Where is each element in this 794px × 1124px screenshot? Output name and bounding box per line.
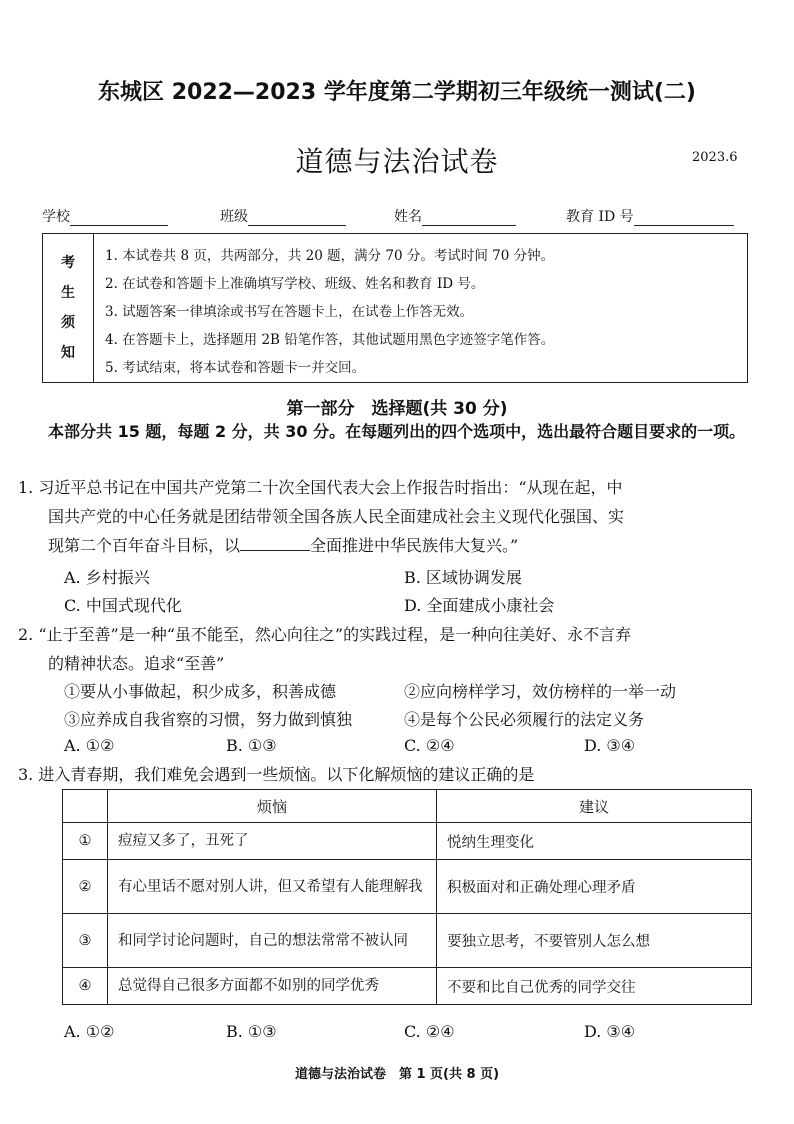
question-1-text: 现第二个百年奋斗目标，以 xyxy=(48,536,241,555)
row-number: ① xyxy=(63,823,108,860)
option-a: A. 乡村振兴 xyxy=(64,568,150,587)
notice-item: 4. 在答题卡上，选择题用 2B 铅笔作答，其他试题用黑色字迹签字笔作答。 xyxy=(105,332,555,348)
notice-item: 3. 试题答案一律填涂或书写在答题卡上，在试卷上作答无效。 xyxy=(105,304,474,320)
exam-header-title: 东城区 2022—2023 学年度第二学期初三年级统一测试(二) xyxy=(98,80,696,105)
option-b: B. ①③ xyxy=(226,1022,277,1041)
option-d: D. ③④ xyxy=(584,736,636,755)
advice-cell: 悦纳生理变化 xyxy=(437,823,752,860)
exam-date: 2023.6 xyxy=(692,150,738,165)
row-number: ② xyxy=(63,860,108,914)
question-1-line xyxy=(48,533,518,556)
option-c: C. ②④ xyxy=(404,1022,455,1041)
name-label: 姓名 xyxy=(394,209,422,225)
notice-items xyxy=(105,242,554,382)
option-c: C. ②④ xyxy=(404,736,455,755)
notice-label-char: 考 xyxy=(61,255,75,271)
table-row xyxy=(63,968,752,1005)
question-3-stem: 3. 进入青春期，我们难免会遇到一些烦恼。以下化解烦恼的建议正确的是 xyxy=(18,765,535,784)
option-b: B. ①③ xyxy=(226,736,277,755)
subject-title: 道德与法治试卷 xyxy=(295,145,499,178)
statement-2: ②应向榜样学习，效仿榜样的一举一动 xyxy=(404,682,677,701)
section-description: 本部分共 15 题，每题 2 分，共 30 分。在每题列出的四个选项中，选出最符合题目要求的一项。 xyxy=(48,422,746,441)
row-number: ④ xyxy=(63,968,108,1005)
notice-label-char: 生 xyxy=(61,285,75,301)
question-3-table xyxy=(62,789,752,1005)
class-label: 班级 xyxy=(220,209,248,225)
question-1-line: 国共产党的中心任务就是团结带领全国各族人民全面建成社会主义现代化强国、实 xyxy=(48,507,625,526)
name-field xyxy=(394,206,516,226)
option-d: D. 全面建成小康社会 xyxy=(404,596,555,615)
section-heading: 第一部分 选择题(共 30 分) xyxy=(286,399,508,419)
option-b: B. 区域协调发展 xyxy=(404,568,522,587)
page-footer: 道德与法治试卷 第 1 页(共 8 页) xyxy=(294,1067,500,1082)
school-field xyxy=(42,206,168,226)
statement-3: ③应养成自我省察的习惯，努力做到慎独 xyxy=(64,710,353,729)
option-a: A. ①② xyxy=(64,1022,115,1041)
answer-blank xyxy=(240,536,310,551)
table-header: 烦恼 xyxy=(108,790,437,823)
table-row xyxy=(63,823,752,860)
id-field xyxy=(566,206,734,226)
student-info-row xyxy=(42,206,752,230)
table-header: 建议 xyxy=(437,790,752,823)
class-field xyxy=(220,206,346,226)
question-1-text: 全面推进中华民族伟大复兴。” xyxy=(310,536,519,555)
notice-label-char: 知 xyxy=(61,345,75,361)
id-label: 教育 ID 号 xyxy=(566,209,634,225)
exam-notice-box xyxy=(42,233,748,383)
notice-label-char: 须 xyxy=(61,315,75,331)
advice-cell: 不要和比自己优秀的同学交往 xyxy=(437,968,752,1005)
option-c: C. 中国式现代化 xyxy=(64,596,182,615)
trouble-cell: 总觉得自己很多方面都不如别的同学优秀 xyxy=(108,968,437,1005)
advice-cell: 积极面对和正确处理心理矛盾 xyxy=(437,860,752,914)
row-number: ③ xyxy=(63,914,108,968)
notice-item: 2. 在试卷和答题卡上准确填写学校、班级、姓名和教育 ID 号。 xyxy=(105,276,485,292)
trouble-cell: 有心里话不愿对别人讲，但又希望有人能理解我 xyxy=(108,860,437,914)
option-d: D. ③④ xyxy=(584,1022,636,1041)
notice-label xyxy=(43,234,94,382)
table-header-num xyxy=(63,790,108,823)
notice-item: 1. 本试卷共 8 页，共两部分，共 20 题，满分 70 分。考试时间 70 分钟。 xyxy=(105,248,555,264)
table-row xyxy=(63,860,752,914)
question-1-line: 1. 习近平总书记在中国共产党第二十次全国代表大会上作报告时指出：“从现在起，中 xyxy=(18,478,623,497)
trouble-cell: 和同学讨论问题时，自己的想法常常不被认同 xyxy=(108,914,437,968)
school-label: 学校 xyxy=(42,209,70,225)
advice-cell: 要独立思考，不要管别人怎么想 xyxy=(437,914,752,968)
trouble-cell: 痘痘又多了，丑死了 xyxy=(108,823,437,860)
option-a: A. ①② xyxy=(64,736,115,755)
notice-item: 5. 考试结束，将本试卷和答题卡一并交回。 xyxy=(105,360,366,376)
question-2-line: 的精神状态。追求“至善” xyxy=(48,654,225,673)
question-2-line: 2. “止于至善”是一种“虽不能至，然心向往之”的实践过程，是一种向往美好、永不言弃 xyxy=(18,625,632,644)
statement-4: ④是每个公民必须履行的法定义务 xyxy=(404,710,645,729)
table-row xyxy=(63,914,752,968)
table-header-row xyxy=(63,790,752,823)
statement-1: ①要从小事做起，积少成多，积善成德 xyxy=(64,682,337,701)
